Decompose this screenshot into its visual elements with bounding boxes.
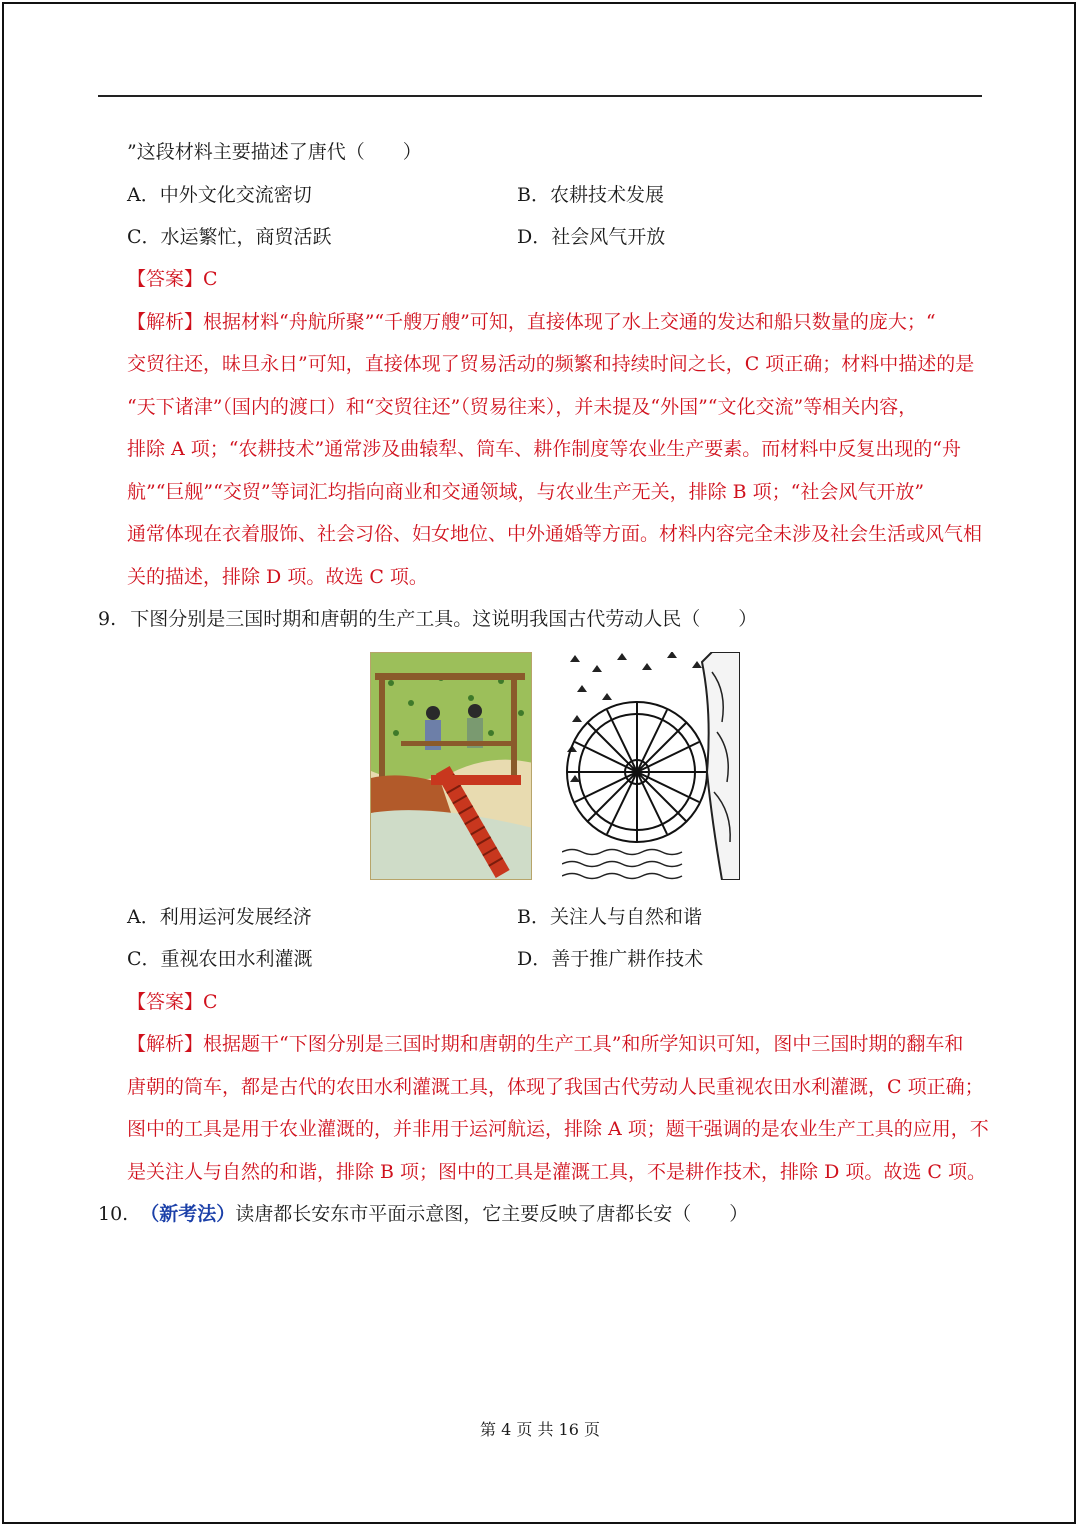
q8-answer: 【答案】C [127,268,218,290]
q9-stem-text: 下图分别是三国时期和唐朝的生产工具。这说明我国古代劳动人民（ ） [130,608,758,630]
q10-new-method-tag: （新考法） [140,1203,236,1225]
q9-option-c: C．重视农田水利灌溉 [127,948,313,970]
q9-option-d: D．善于推广耕作技术 [517,948,704,970]
q8-option-d: D．社会风气开放 [517,226,666,248]
page-footer: 第 4 页 共 16 页 [480,1420,600,1439]
q9-number: 9. [98,608,117,630]
q10-stem [98,1202,748,1226]
fanche-illustration [370,652,532,880]
q8-analysis-line: “天下诸津”（国内的渡口）和“交贸往还”（贸易往来），并未提及“外国”“文化交流”等相关内容， [127,396,918,418]
q10-number: 10. [98,1203,129,1225]
tongche-illustration [562,652,740,880]
q8-option-a: A．中外文化交流密切 [127,184,312,206]
q9-analysis-line: 唐朝的筒车，都是古代的农田水利灌溉工具，体现了我国古代劳动人民重视农田水利灌溉，C 项正确； [127,1076,984,1098]
q8-analysis-line: 交贸往还，昧旦永日”可知，直接体现了贸易活动的频繁和持续时间之长，C 项正确；材料中描述的是 [127,353,975,375]
q8-option-c: C．水运繁忙，商贸活跃 [127,226,332,248]
q8-analysis-line: 【解析】根据材料“舟航所聚”“千艘万艘”可知，直接体现了水上交通的发达和船只数量的庞大；“ [127,311,936,333]
q8-analysis-line: 通常体现在衣着服饰、社会习俗、妇女地位、中外通婚等方面。材料内容完全未涉及社会生活或风气相 [127,523,983,545]
q9-analysis-line: 图中的工具是用于农业灌溉的，并非用于运河航运，排除 A 项；题干强调的是农业生产工具的应用，不 [127,1118,989,1140]
q8-analysis-line: 排除 A 项；“农耕技术”通常涉及曲辕犁、筒车、耕作制度等农业生产要素。而材料中反复出现的“舟 [127,438,961,460]
q9-stem [98,607,757,631]
q8-analysis-line: 航”“巨舰”“交贸”等词汇均指向商业和交通领域，与农业生产无关，排除 B 项；“社会风气开放” [127,481,925,503]
q10-stem-text: 读唐都长安东市平面示意图，它主要反映了唐都长安（ ） [235,1203,749,1225]
q8-analysis-line: 关的描述，排除 D 项。故选 C 项。 [127,566,428,588]
q9-answer: 【答案】C [127,991,218,1013]
q9-option-b: B．关注人与自然和谐 [517,906,702,928]
q9-analysis-line: 是关注人与自然的和谐，排除 B 项；图中的工具是灌溉工具，不是耕作技术，排除 D 项。故选 C 项。 [127,1161,986,1183]
q8-option-b: B．农耕技术发展 [517,184,664,206]
header-rule [98,95,982,97]
q9-analysis-line: 【解析】根据题干“下图分别是三国时期和唐朝的生产工具”和所学知识可知，图中三国时期的翻车和 [127,1033,964,1055]
q8-stem-tail: ”这段材料主要描述了唐代（ ） [127,141,422,163]
q9-option-a: A．利用运河发展经济 [127,906,312,928]
